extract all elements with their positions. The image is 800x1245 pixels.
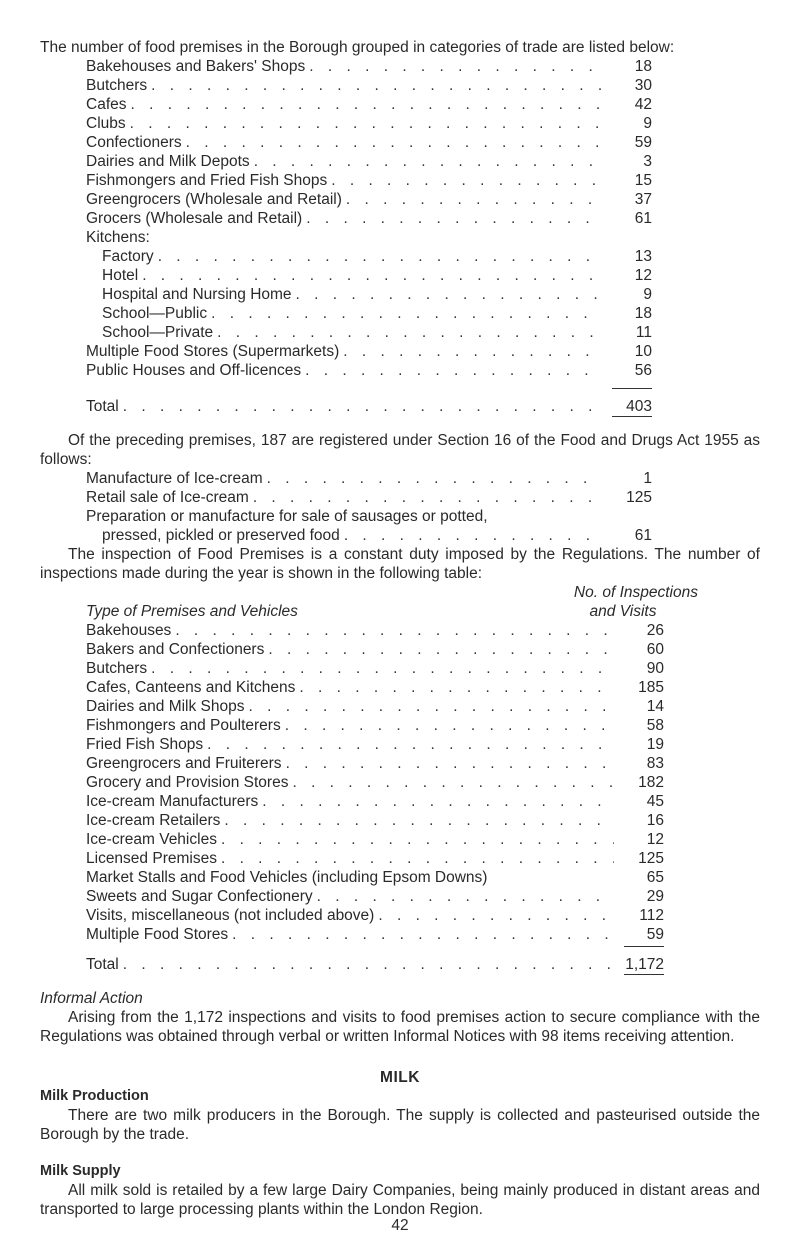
- table-row: [86, 266, 652, 285]
- row-label: Ice-cream Manufacturers: [86, 793, 259, 810]
- dot-leader: [295, 678, 614, 697]
- table-row: [86, 76, 652, 95]
- dot-leader: [203, 735, 614, 754]
- dot-leader: [342, 190, 602, 209]
- table-row: [86, 621, 664, 640]
- row-value: 61: [634, 210, 652, 227]
- total-rule-top: [612, 388, 652, 389]
- milk-production-heading: Milk Production: [40, 1088, 149, 1104]
- column-header-left: Type of Premises and Vehicles: [86, 603, 298, 620]
- registered-intro: Of the preceding premises, 187 are registered under Section 16 of the Food and Drugs Act 1955 as follows:: [40, 432, 760, 468]
- row-label: Factory: [102, 248, 154, 265]
- row-label: Ice-cream Vehicles: [86, 831, 217, 848]
- milk-supply-heading: Milk Supply: [40, 1163, 121, 1179]
- table-row: [86, 323, 652, 342]
- milk-supply-text: All milk sold is retailed by a few large Dairy Companies, being mainly produced in distant areas and transported to large processing plants within the London Region.: [40, 1182, 760, 1218]
- inspection-intro: The inspection of Food Premises is a constant duty imposed by the Regulations. The number of inspections made during the year is shown in the following table:: [40, 546, 760, 582]
- table-row: Retail sale of Ice-cream . . . 125: [86, 488, 652, 507]
- total-rule-bottom: [612, 416, 652, 417]
- table-row: Manufacture of Ice-cream . . . 1: [86, 469, 652, 488]
- dot-leader: [171, 621, 614, 640]
- row-value: 125: [638, 850, 664, 867]
- dot-leader: [258, 792, 614, 811]
- informal-action-heading: Informal Action: [40, 990, 143, 1007]
- intro-paragraph: The number of food premises in the Borough grouped in categories of trade are listed below:: [40, 39, 675, 56]
- table-row: [86, 716, 664, 735]
- dot-leader: [207, 304, 602, 323]
- milk-heading: MILK: [380, 1069, 420, 1086]
- row-value: 15: [634, 172, 652, 189]
- total-rule-bottom: [624, 974, 664, 975]
- table-row: [86, 114, 652, 133]
- dot-leader: [119, 955, 614, 974]
- row-value: 182: [638, 774, 664, 791]
- trade-categories-table: [86, 57, 652, 417]
- table-header: [86, 602, 664, 621]
- table-row: [86, 190, 652, 209]
- row-label: Market Stalls and Food Vehicles (including Epsom Downs): [86, 869, 488, 886]
- table-row: [86, 57, 652, 76]
- page-number: 42: [391, 1217, 409, 1234]
- row-label: Greengrocers (Wholesale and Retail): [86, 191, 342, 208]
- column-header-right-2: and Visits: [589, 603, 657, 620]
- table-row: [86, 849, 664, 868]
- table-row: [86, 152, 652, 171]
- row-value: 60: [646, 641, 664, 658]
- table-row: [86, 792, 664, 811]
- dot-leader: [127, 95, 603, 114]
- dot-leader: [182, 133, 602, 152]
- row-value: 90: [646, 660, 664, 677]
- total-value: 1,172: [625, 956, 664, 973]
- row-value: 30: [634, 77, 652, 94]
- row-label: Confectioners: [86, 134, 182, 151]
- row-label: Butchers: [86, 660, 148, 677]
- dot-leader: [217, 849, 614, 868]
- row-value: 14: [646, 698, 664, 715]
- row-value: 19: [646, 736, 664, 753]
- row-label: Fried Fish Shops: [86, 736, 204, 753]
- dot-leader: [313, 887, 614, 906]
- table-row: [86, 754, 664, 773]
- dot-leader: [305, 57, 602, 76]
- row-value: 18: [634, 58, 652, 75]
- table-row: [86, 285, 652, 304]
- dot-leader: [126, 114, 602, 133]
- row-value: 58: [646, 717, 664, 734]
- row-value: 185: [638, 679, 664, 696]
- row-label: Multiple Food Stores (Supermarkets): [86, 343, 340, 360]
- row-value: 83: [646, 755, 664, 772]
- table-row: [86, 133, 652, 152]
- row-value: 59: [646, 926, 664, 943]
- row-label: Bakers and Confectioners: [86, 641, 265, 658]
- table-row: [86, 361, 652, 380]
- row-label: Public Houses and Off-licences: [86, 362, 302, 379]
- table-row: [86, 304, 652, 323]
- row-value: 12: [646, 831, 664, 848]
- row-value: 10: [634, 343, 652, 360]
- table-row: [86, 247, 652, 266]
- dot-leader: [282, 754, 614, 773]
- dot-leader: [245, 697, 614, 716]
- row-label: Dairies and Milk Depots: [86, 153, 250, 170]
- dot-leader: [264, 640, 614, 659]
- table-row: [86, 659, 664, 678]
- dot-leader: [292, 285, 602, 304]
- table-row: [86, 95, 652, 114]
- dot-leader: [147, 659, 614, 678]
- dot-leader: [339, 342, 602, 361]
- registered-premises-table: [86, 469, 652, 545]
- row-label: Fishmongers and Poulterers: [86, 717, 281, 734]
- table-row: [86, 171, 652, 190]
- row-label: Hospital and Nursing Home: [102, 286, 292, 303]
- row-value: 42: [634, 96, 652, 113]
- row-label: Dairies and Milk Shops: [86, 698, 245, 715]
- row-label: Clubs: [86, 115, 126, 132]
- table-row: [86, 209, 652, 228]
- table-subheading: Kitchens:: [86, 229, 150, 246]
- dot-leader: [228, 925, 614, 944]
- table-row: [86, 697, 664, 716]
- dot-leader: [302, 209, 602, 228]
- row-value: 9: [643, 286, 652, 303]
- row-value: 26: [646, 622, 664, 639]
- row-value: 56: [634, 362, 652, 379]
- total-label: Total: [86, 956, 119, 973]
- table-row: [86, 342, 652, 361]
- row-label: Grocery and Provision Stores: [86, 774, 289, 791]
- dot-leader: [301, 361, 602, 380]
- table-row: [86, 773, 664, 792]
- table-row: pressed, pickled or preserved food . . . 61: [86, 526, 652, 545]
- dot-leader: [213, 323, 602, 342]
- row-label: Bakehouses: [86, 622, 172, 639]
- document-page: [40, 38, 760, 1219]
- row-value: 9: [643, 115, 652, 132]
- dot-leader: [281, 716, 614, 735]
- row-label: School—Public: [102, 305, 208, 322]
- table-row: [86, 678, 664, 697]
- table-row: [86, 868, 664, 887]
- row-value: 65: [646, 869, 664, 886]
- dot-leader: [217, 830, 614, 849]
- row-label: Ice-cream Retailers: [86, 812, 221, 829]
- total-rule-top: [624, 946, 664, 947]
- milk-production-text: There are two milk producers in the Borough. The supply is collected and pasteurised outside the Borough by the trade.: [40, 1107, 760, 1143]
- dot-leader: [374, 906, 614, 925]
- dot-leader: [154, 247, 602, 266]
- row-label: Licensed Premises: [86, 850, 217, 867]
- row-value: 13: [634, 248, 652, 265]
- column-header-right-1: No. of Inspections: [573, 584, 698, 601]
- row-label: Sweets and Sugar Confectionery: [86, 888, 313, 905]
- row-value: 18: [634, 305, 652, 322]
- row-value: 3: [643, 153, 652, 170]
- total-label: Total: [86, 398, 119, 415]
- row-value: 59: [634, 134, 652, 151]
- row-value: 12: [634, 267, 652, 284]
- row-value: 16: [646, 812, 664, 829]
- total-row: [86, 397, 652, 416]
- inspection-rows: [86, 621, 664, 975]
- row-value: 37: [634, 191, 652, 208]
- informal-action-text: Arising from the 1,172 inspections and visits to food premises action to secure compliance with the Regulations was obtained through verbal or written Informal Notices with 98 items receiving attention.: [40, 1009, 760, 1045]
- row-value: 112: [639, 907, 664, 924]
- dot-leader: [250, 152, 602, 171]
- row-label: School—Private: [102, 324, 214, 341]
- row-label: Fishmongers and Fried Fish Shops: [86, 172, 328, 189]
- row-value: 45: [646, 793, 664, 810]
- table-row: [86, 925, 664, 944]
- dot-leader: [147, 76, 602, 95]
- table-row: [86, 830, 664, 849]
- row-label: Visits, miscellaneous (not included above): [86, 907, 375, 924]
- row-label: Multiple Food Stores: [86, 926, 229, 943]
- inspections-table: [86, 583, 698, 975]
- total-row: [86, 955, 664, 974]
- total-value: 403: [626, 398, 652, 415]
- row-label: Grocers (Wholesale and Retail): [86, 210, 303, 227]
- table-row: [86, 906, 664, 925]
- table-row-label-line: Preparation or manufacture for sale of sausages or potted,: [86, 508, 488, 525]
- row-label: Butchers: [86, 77, 148, 94]
- row-label: Greengrocers and Fruiterers: [86, 755, 282, 772]
- dot-leader: [119, 397, 602, 416]
- table-row: [86, 811, 664, 830]
- row-label: Cafes, Canteens and Kitchens: [86, 679, 296, 696]
- row-value: 11: [635, 324, 652, 341]
- row-label: Cafes: [86, 96, 127, 113]
- dot-leader: [327, 171, 602, 190]
- dot-leader: [220, 811, 614, 830]
- dot-leader: [138, 266, 602, 285]
- table-row: [86, 735, 664, 754]
- row-value: 29: [646, 888, 664, 905]
- dot-leader: [288, 773, 614, 792]
- row-label: Bakehouses and Bakers' Shops: [86, 58, 306, 75]
- row-label: Hotel: [102, 267, 139, 284]
- table-row: [86, 887, 664, 906]
- table-row: [86, 640, 664, 659]
